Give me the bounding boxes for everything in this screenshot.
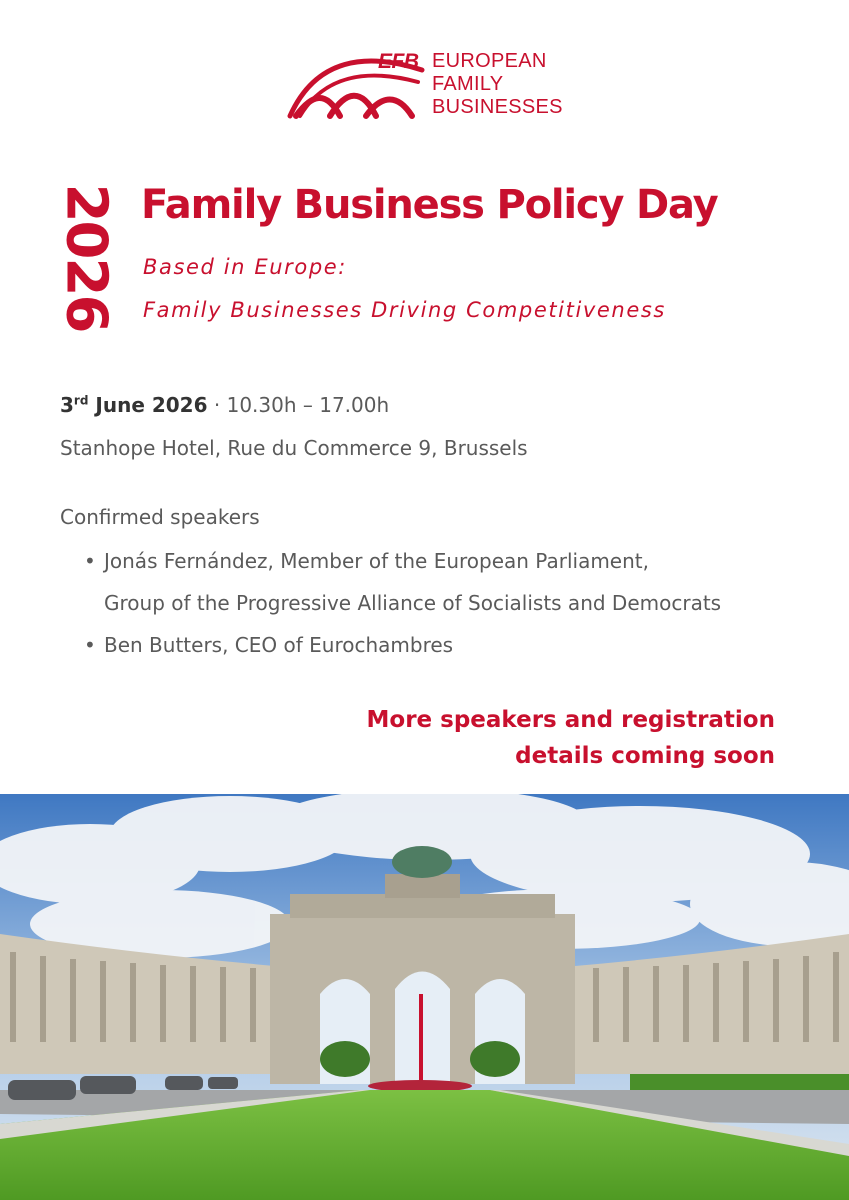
date-suffix: rd <box>73 393 89 408</box>
logo-line-european: EUROPEAN <box>432 50 547 72</box>
event-subtitle-line2: Family Businesses Driving Competitiveness <box>143 298 666 322</box>
cinquantenaire-arch-photo <box>0 794 849 1200</box>
logo-mark-text: EFB <box>378 50 419 73</box>
speaker-1-line1: Jonás Fernández, Member of the European Parliament, <box>104 549 649 573</box>
cta-line1: More speakers and registration <box>366 707 775 733</box>
speakers-heading: Confirmed speakers <box>60 505 260 529</box>
logo-line-family: FAMILY <box>432 73 504 95</box>
bullet-icon: • <box>84 633 96 657</box>
date-day: 3 <box>60 393 74 417</box>
event-subtitle-line1: Based in Europe: <box>143 255 347 279</box>
event-time: · 10.30h – 17.00h <box>207 393 390 417</box>
date-month-year: June 2026 <box>88 393 208 417</box>
logo-line-businesses: BUSINESSES <box>432 96 563 118</box>
efb-logo <box>286 48 586 122</box>
list-item <box>84 540 721 624</box>
list-item <box>84 624 721 666</box>
event-year <box>46 184 126 330</box>
cta-line2: details coming soon <box>515 743 775 769</box>
coming-soon-notice <box>367 702 776 774</box>
event-venue: Stanhope Hotel, Rue du Commerce 9, Brussels <box>60 436 528 460</box>
event-year-text: 2026 <box>53 183 119 331</box>
bullet-icon: • <box>84 549 96 573</box>
speakers-list <box>84 540 721 666</box>
event-title: Family Business Policy Day <box>141 182 718 228</box>
speaker-1-line2: Group of the Progressive Alliance of Socialists and Democrats <box>104 591 722 615</box>
speaker-2-line1: Ben Butters, CEO of Eurochambres <box>104 633 454 657</box>
event-datetime <box>60 393 389 417</box>
